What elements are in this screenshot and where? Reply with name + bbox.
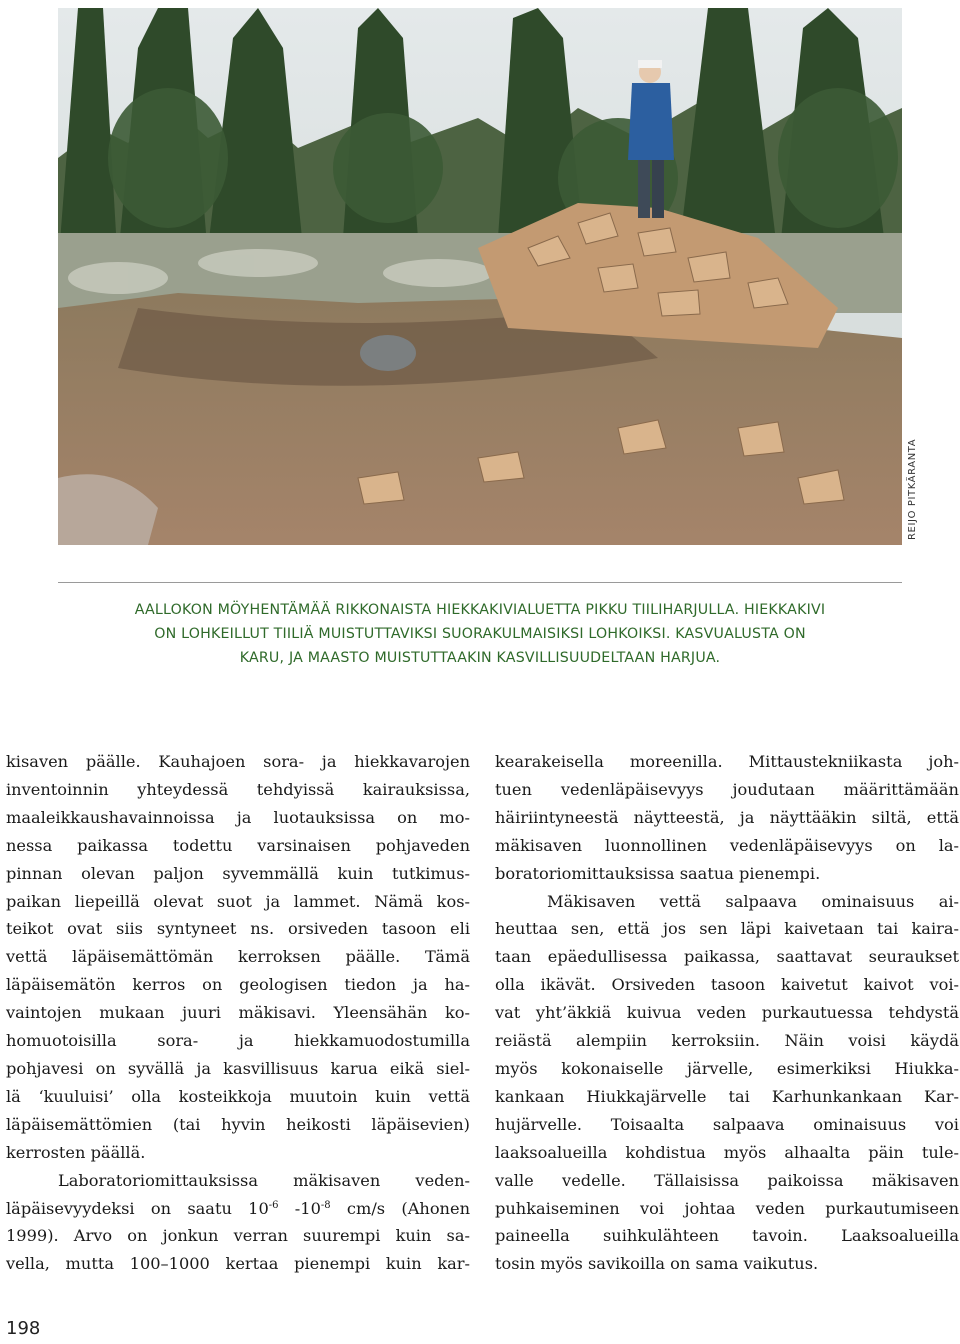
body-column-left [6,748,470,1278]
text-line: puhkaiseminen voi johtaa veden purkautumiseen [495,1198,959,1218]
photo-credit: REIJO PITKÄRANTA [907,438,918,540]
text-line: pinnan olevan paljon syvemmällä kuin tutkimus- [6,863,470,883]
text-line: kisaven päälle. Kauhajoen sora- ja hiekkavarojen [6,752,470,771]
text-line: kankaan Hiukkajärvelle tai Karhunkankaan Kar- [495,1086,959,1106]
text-line: vella, mutta 100–1000 kertaa pienempi kuin kar- [6,1254,470,1274]
text-line: heuttaa sen, että jos sen läpi kaivetaan tai kaira- [495,919,959,939]
text-line: 1999). Arvo on jonkun verran suurempi kuin sa- [6,1226,470,1246]
text-line: paineella suihkulähteen tavoin. Laaksoalueilla [495,1226,959,1246]
caption-line: AALLOKON MÖYHENTÄMÄÄ RIKKONAISTA HIEKKAKIVIALUETTA PIKKU TIILIHARJULLA. HIEKKAKIVI [134,602,826,618]
text-line: nessa paikassa todettu varsinaisen pohjaveden [6,835,470,855]
landscape-photo [58,8,902,545]
text-line: taan epäedullisessa paikassa, saattavat seuraukset [495,947,959,967]
text-line: laaksoalueilla kohdistua myös alhaalta päin tule- [495,1142,959,1162]
text-line: boratoriomittauksissa saatua pienempi. [495,863,821,883]
text-line: inventoinnin yhteydessä tehdyissä kairauksissa, [6,779,470,799]
body-column-right [495,748,959,1278]
text-line: teikot ovat siis syntyneet ns. orsiveden tasoon eli [6,919,470,939]
page-number: 198 [6,1318,41,1339]
sandstone-outcrop-illustration [58,8,902,545]
text-line: pohjavesi on syvällä ja kasvillisuus karua eikä siel- [6,1058,470,1078]
text-line: maaleikkaushavainnoissa ja luotauksissa on mo- [6,807,470,827]
text-line: kerrosten päällä. [6,1142,146,1162]
formula-text: läpäisevyydeksi on saatu 10 [6,1198,269,1218]
caption-line: ON LOHKEILLUT TIILIÄ MUISTUTTAVIKSI SUORAKULMAISIKSI LOHKOIKSI. KASVUALUSTA ON [154,626,806,642]
text-line: tosin myös savikoilla on sama vaikutus. [495,1254,819,1274]
text-line: paikan liepeillä olevat suot ja lammet. Nämä kos- [6,891,470,911]
exponent: -6 [268,1199,279,1211]
text-line: hujärvelle. Toisaalta salpaava ominaisuus voi [495,1114,959,1134]
text-line: läpäisemättömien (tai hyvin heikosti läpäisevien) [6,1114,470,1134]
formula-line [6,1195,470,1223]
text-line: kearakeisella moreenilla. Mittaustekniikasta joh- [495,752,959,771]
text-line: Mäkisaven vettä salpaava ominaisuus ai- [547,891,959,911]
text-line: lä ‘kuuluisi’ olla kosteikkoja muutoin kuin vettä [6,1086,470,1106]
text-line: vat yht’äkkiä kuivua veden purkautuessa tehdystä [495,1003,959,1023]
text-line: Laboratoriomittauksissa mäkisaven veden- [58,1170,470,1190]
formula-text: -10 [278,1198,321,1218]
text-line: myös kokonaiselle järvelle, esimerkiksi Hiukka- [495,1058,959,1078]
text-line: häiriintyneestä näytteestä, ja näyttääkin siltä, että [495,807,959,827]
text-line: valle vedelle. Tällaisissa paikoissa mäkisaven [495,1170,959,1190]
caption-divider [58,582,902,583]
text-line: vaintojen mukaan juuri mäkisavi. Yleensähän ko- [6,1003,470,1023]
text-line: reiästä alempiin kerroksiin. Näin voisi käydä [495,1031,959,1051]
text-line: läpäisemätön kerros on geologisen tiedon ja ha- [6,975,470,995]
formula-text: cm/s (Ahonen [330,1198,470,1218]
text-line: vettä läpäisemättömän kerroksen päälle. Tämä [6,947,470,967]
caption-line: KARU, JA MAASTO MUISTUTTAAKIN KASVILLISUUDELTAAN HARJUA. [239,650,721,666]
exponent: -8 [320,1199,331,1211]
photo-caption [58,598,902,670]
text-line: homuotoisilla sora- ja hiekkamuodostumilla [6,1031,470,1051]
text-line: tuen vedenläpäisevyys joudutaan määrittämään [495,779,959,799]
text-line: olla ikävät. Orsiveden tasoon kaivetut kaivot voi- [495,975,959,995]
text-line: mäkisaven luonnollinen vedenläpäisevyys on la- [495,835,959,855]
